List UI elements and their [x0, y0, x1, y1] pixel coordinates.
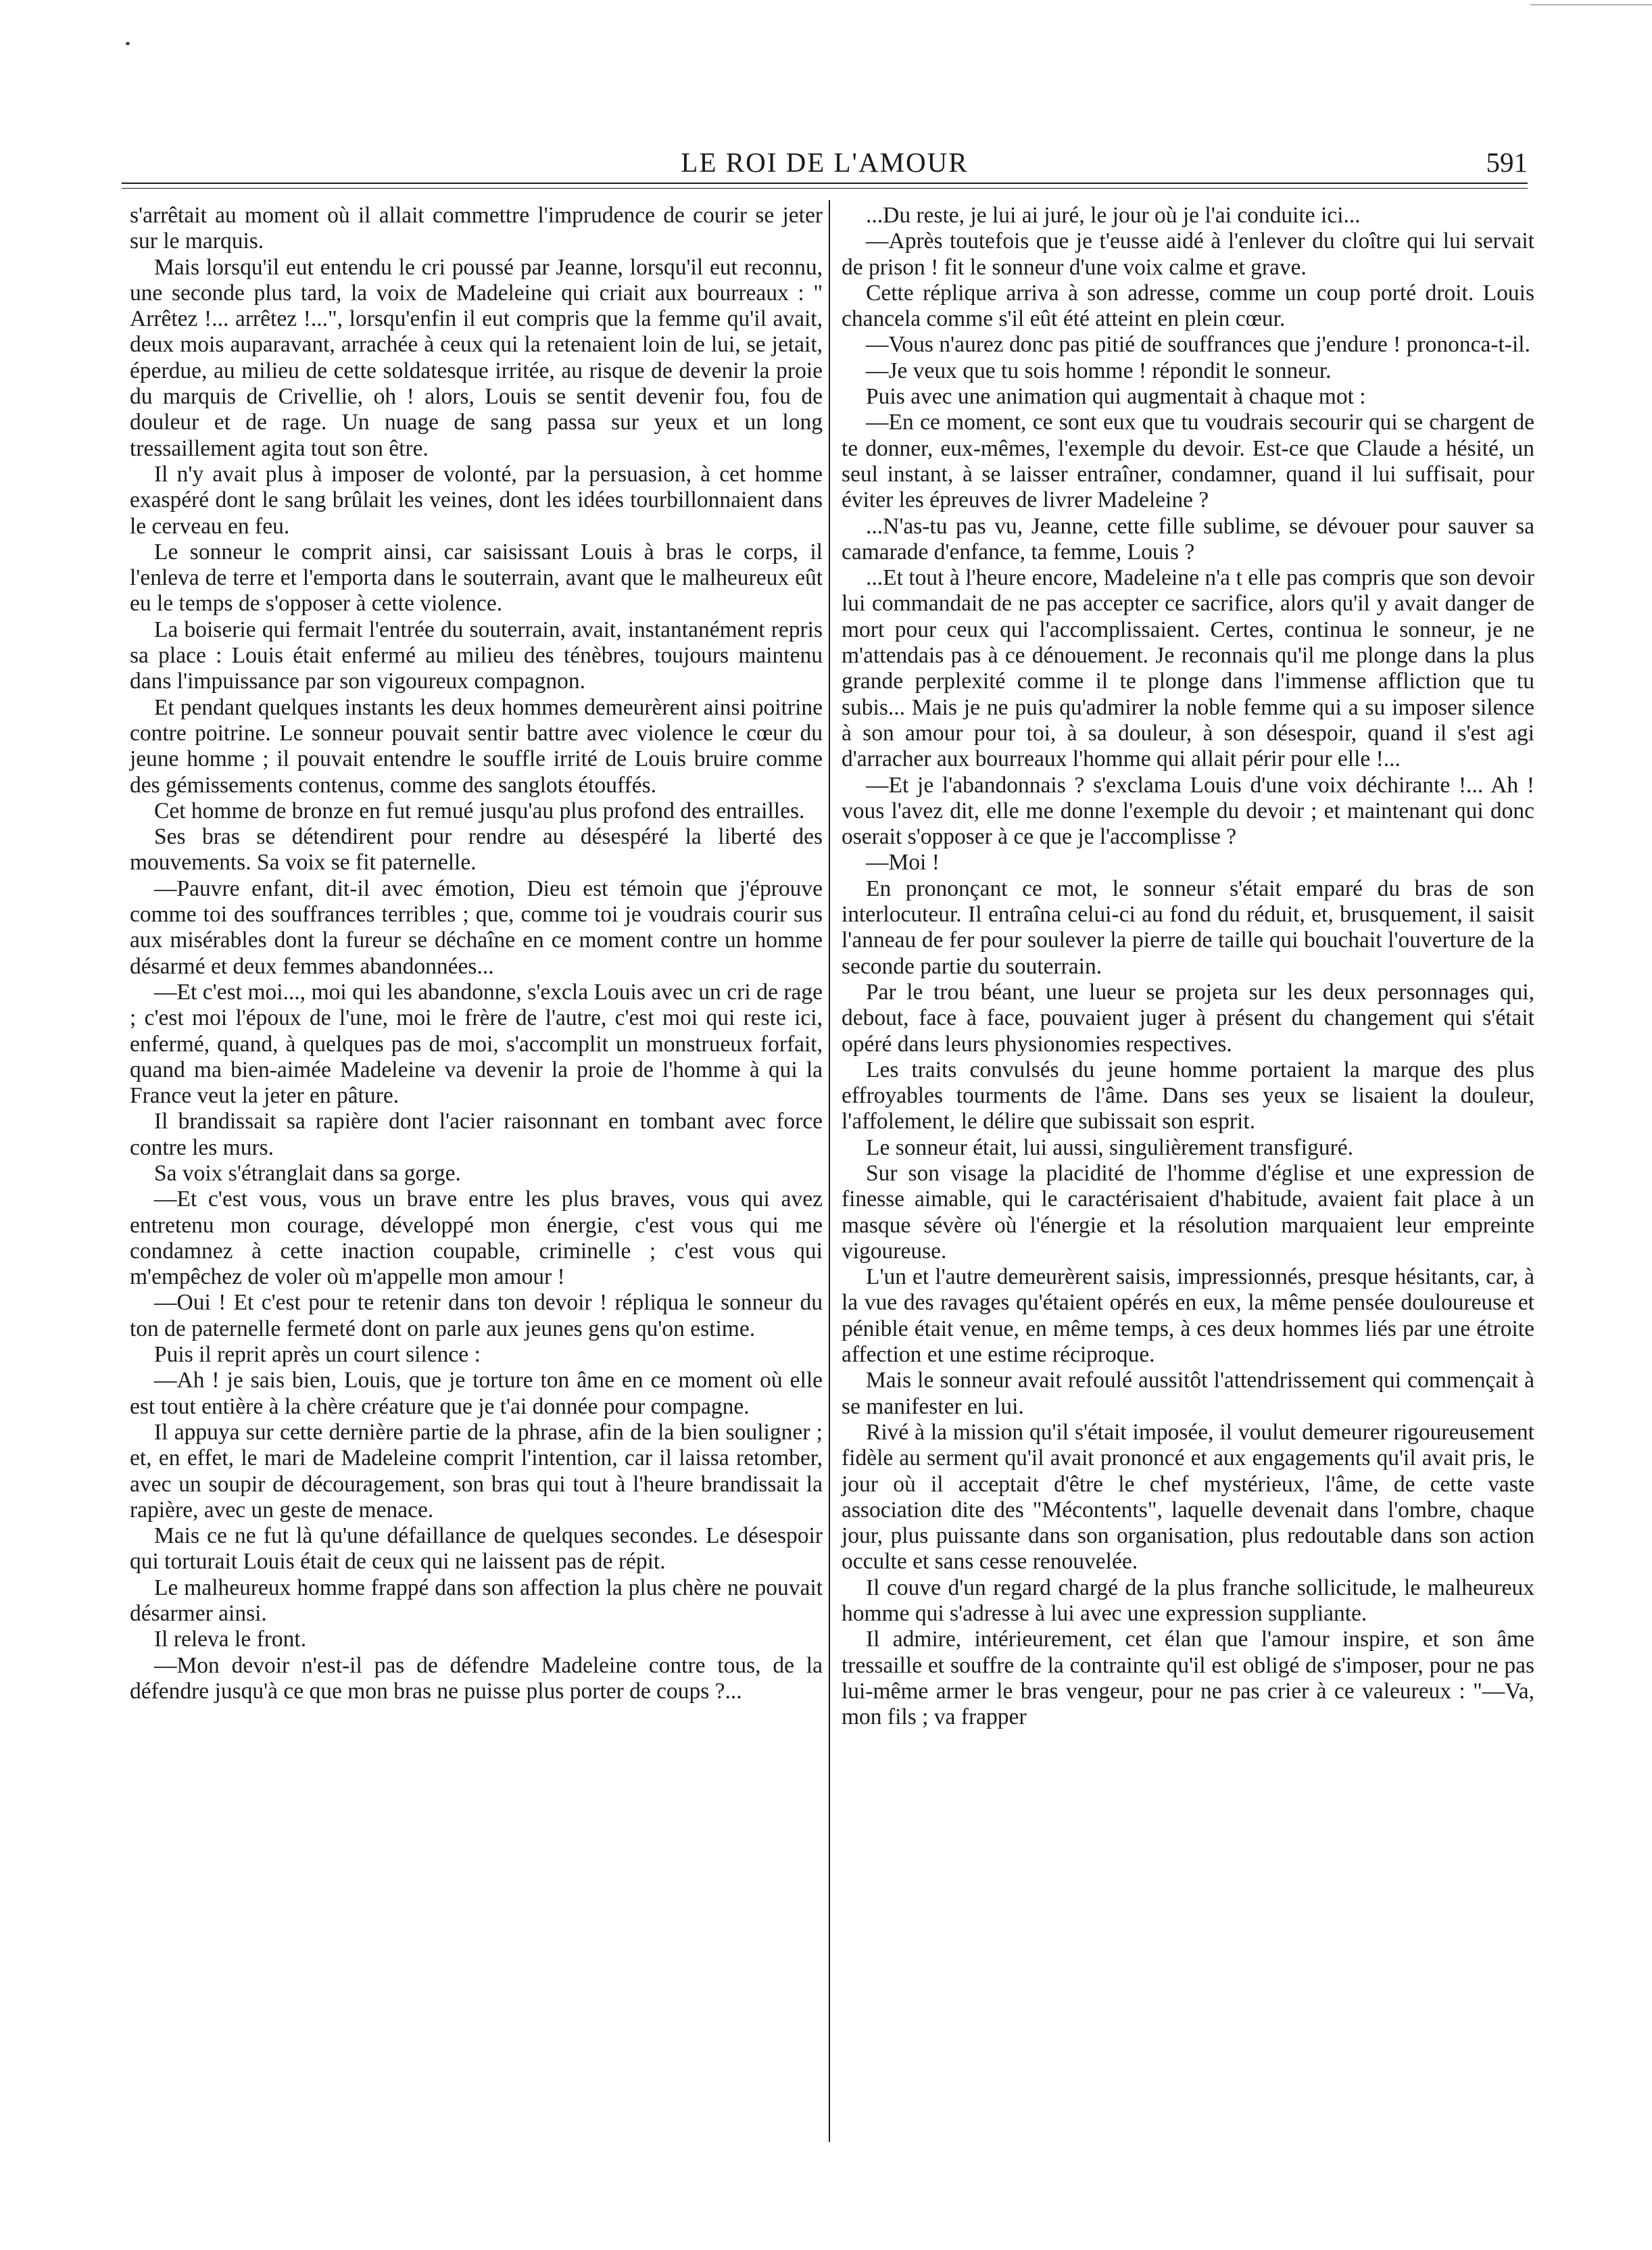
paragraph: —Mon devoir n'est-il pas de défendre Madeleine contre tous, de la défendre jusqu'à ce que mon bras ne puisse plus porter de coups ?...	[130, 1652, 823, 1704]
paragraph: —Après toutefois que je t'eusse aidé à l'enlever du cloître qui lui servait de prison ! fit le sonneur d'une voix calme et grave.	[842, 229, 1534, 280]
text-column-right	[842, 203, 1534, 1731]
paragraph: —Moi !	[866, 850, 940, 876]
paragraph: Il couve d'un regard chargé de la plus franche sollicitude, le malheureux homme qui s'adresse à lui avec une expression suppliante.	[842, 1575, 1534, 1627]
paragraph: Il appuya sur cette dernière partie de la phrase, afin de la bien souligner ; et, en effet, le mari de Madeleine comprit l'intention, car il laissa retomber, avec un soupir de découragement, son bras qui tout à l'heure brandissait la rapière, avec un geste de menace.	[130, 1419, 823, 1523]
paragraph: Sa voix s'étranglait dans sa gorge.	[154, 1160, 461, 1186]
page-header	[122, 145, 1528, 185]
paragraph: Ses bras se détendirent pour rendre au désespéré la liberté des mouvements. Sa voix se fit paternelle.	[130, 824, 823, 876]
paragraph: s'arrêtait au moment où il allait commettre l'imprudence de courir se jeter sur le marquis.	[130, 203, 823, 254]
header-rule	[122, 183, 1528, 189]
paragraph: Cet homme de bronze en fut remué jusqu'au plus profond des entrailles.	[154, 798, 805, 823]
column-divider	[829, 200, 830, 2142]
paragraph: Il releva le front.	[154, 1627, 307, 1652]
paragraph: Le sonneur le comprit ainsi, car saisissant Louis à bras le corps, il l'enleva de terre et l'emporta dans le souterrain, avant que le malheureux eût eu le temps de s'opposer à cette violence.	[130, 539, 823, 617]
paragraph: Par le trou béant, une lueur se projeta sur les deux personnages qui, debout, face à face, pouvaient juger à présent du changement qui s'était opéré dans leurs physionomies respectives.	[842, 979, 1534, 1057]
paragraph: En prononçant ce mot, le sonneur s'était emparé du bras de son interlocuteur. Il entraîna celui-ci au fond du réduit, et, brusquement, il saisit l'anneau de fer pour soulever la pierre de taille qui bouchait l'ouverture de la seconde partie du souterrain.	[842, 876, 1534, 979]
paragraph: Le malheureux homme frappé dans son affection la plus chère ne pouvait désarmer ainsi.	[130, 1575, 823, 1627]
paragraph: —Pauvre enfant, dit-il avec émotion, Dieu est témoin que j'éprouve comme toi des souffrances terribles ; que, comme toi je voudrais courir sus aux misérables dont la fureur se déchaîne en ce moment contre un homme désarmé et deux femmes abandonnées...	[130, 876, 823, 979]
paragraph: Mais lorsqu'il eut entendu le cri poussé par Jeanne, lorsqu'il eut reconnu, une seconde plus tard, la voix de Madeleine qui criait aux bourreaux : " Arrêtez !... arrêtez !...", lorsqu'enfin il eut compris que la femme qu'il avait, deux mois auparavant, arrachée à ceux qui la retenaient loin de lui, se jetait, éperdue, au milieu de cette soldatesque irritée, au risque de devenir la proie du marquis de Crivellie, oh ! alors, Louis se sentit devenir fou, fou de douleur et de rage. Un nuage de sang passa sur yeux et un long tressaillement agita tout son être.	[130, 254, 823, 461]
paragraph: L'un et l'autre demeurèrent saisis, impressionnés, presque hésitants, car, à la vue des ravages qu'étaient opérés en eux, la même pensée douloureuse et pénible était venue, en même temps, à ces deux hommes liés par une étroite affection et une estime réciproque.	[842, 1264, 1534, 1368]
paragraph: ...Et tout à l'heure encore, Madeleine n'a t elle pas compris que son devoir lui commandait de ne pas accepter ce sacrifice, alors qu'il y avait danger de mort pour ceux qui l'accomplissaient. Certes, continua le sonneur, je ne m'attendais pas à ce dénouement. Je reconnais qu'il me plonge dans la plus grande perplexité comme il te plonge dans l'immense affliction que tu subis... Mais je ne puis qu'admirer la noble femme qui a su imposer silence à son amour pour toi, à sa douleur, à son désespoir, quand il s'est agi d'arracher aux bourreaux l'homme qui allait périr pour elle !...	[842, 565, 1534, 772]
paragraph: Le sonneur était, lui aussi, singulièrement transfiguré.	[866, 1134, 1353, 1160]
paragraph: Sur son visage la placidité de l'homme d'église et une expression de finesse aimable, qui le caractérisaient d'habitude, avaient fait place à un masque sévère où l'énergie et la résolution marquaient leur empreinte vigoureuse.	[842, 1160, 1534, 1264]
paragraph: Il admire, intérieurement, cet élan que l'amour inspire, et son âme tressaille et souffre de la contrainte qu'il est obligé de s'imposer, pour ne pas lui-même armer le bras vengeur, pour ne pas crier à ce valeureux : "—Va, mon fils ; va frapper	[842, 1627, 1534, 1730]
top-edge-rule	[1530, 4, 1652, 5]
paragraph: ...Du reste, je lui ai juré, le jour où je l'ai conduite ici...	[866, 203, 1361, 228]
paragraph: —Vous n'aurez donc pas pitié de souffrances que j'endure ! prononca-t-il.	[866, 332, 1530, 358]
paragraph: Puis il reprit après un court silence :	[154, 1342, 481, 1368]
paragraph: Mais ce ne fut là qu'une défaillance de quelques secondes. Le désespoir qui torturait Louis était de ceux qui ne laissent pas de répit.	[130, 1523, 823, 1575]
paragraph: ...N'as-tu pas vu, Jeanne, cette fille sublime, se dévouer pour sauver sa camarade d'enfance, ta femme, Louis ?	[842, 513, 1534, 565]
paragraph: Et pendant quelques instants les deux hommes demeurèrent ainsi poitrine contre poitrine. Le sonneur pouvait sentir battre avec violence le cœur du jeune homme ; il pouvait entendre le souffle irrité de Louis bruire comme des gémissements contenus, comme des sanglots étouffés.	[130, 694, 823, 798]
paragraph: —Je veux que tu sois homme ! répondit le sonneur.	[866, 358, 1332, 383]
paragraph: Puis avec une animation qui augmentait à chaque mot :	[866, 384, 1366, 410]
paragraph: —En ce moment, ce sont eux que tu voudrais secourir qui se chargent de te donner, eux-mêmes, l'exemple du devoir. Est-ce que Claude a hésité, un seul instant, à se laisser entraîner, condamner, quand il lui suffisait, pour éviter les épreuves de livrer Madeleine ?	[842, 410, 1534, 513]
paragraph: —Et je l'abandonnais ? s'exclama Louis d'une voix déchirante !... Ah ! vous l'avez dit, elle me donne l'exemple du devoir ; et maintenant qui donc oserait s'opposer à ce que je l'accomplisse ?	[842, 772, 1534, 850]
paragraph: La boiserie qui fermait l'entrée du souterrain, avait, instantanément repris sa place : Louis était enfermé au milieu des ténèbres, toujours maintenu dans l'impuissance par son vigoureux compagnon.	[130, 617, 823, 694]
paragraph: Cette réplique arriva à son adresse, comme un coup porté droit. Louis chancela comme s'il eût été atteint en plein cœur.	[842, 280, 1534, 332]
paragraph: —Oui ! Et c'est pour te retenir dans ton devoir ! répliqua le sonneur du ton de paternelle fermeté dont on parle aux jeunes gens qu'on estime.	[130, 1290, 823, 1341]
text-column-left	[130, 203, 823, 1704]
paragraph: Les traits convulsés du jeune homme portaient la marque des plus effroyables tourments de l'âme. Dans ses yeux se lisaient la douleur, l'affolement, le délire que subissait son esprit.	[842, 1057, 1534, 1134]
paragraph: Mais le sonneur avait refoulé aussitôt l'attendrissement qui commençait à se manifester en lui.	[842, 1368, 1534, 1419]
paragraph: —Et c'est vous, vous un brave entre les plus braves, vous qui avez entretenu mon courage, développé mon énergie, c'est vous qui me condamnez à cette inaction coupable, criminelle ; c'est vous qui m'empêchez de voler où m'appelle mon amour !	[130, 1187, 823, 1290]
page-number: 591	[1486, 147, 1528, 178]
scan-speck	[126, 42, 130, 45]
paragraph: —Et c'est moi..., moi qui les abandonne, s'excla Louis avec un cri de rage ; c'est moi l'époux de l'une, moi le frère de l'autre, c'est moi qui reste ici, enfermé, quand, à quelques pas de moi, s'accomplit un monstrueux forfait, quand ma bien-aimée Madeleine va devenir la proie de l'homme à qui la France veut la jeter en pâture.	[130, 979, 823, 1109]
paragraph: —Ah ! je sais bien, Louis, que je torture ton âme en ce moment où elle est tout entière à la chère créature que je t'ai donnée pour compagne.	[130, 1368, 823, 1419]
paragraph: Rivé à la mission qu'il s'était imposée, il voulut demeurer rigoureusement fidèle au serment qu'il avait prononcé et aux engagements qu'il avait pris, le jour où il acceptait d'être le chef mystérieux, l'âme, de cette vaste association dite des "Mécontents", laquelle devenait dans l'ombre, chaque jour, plus puissante dans son organisation, plus redoutable dans son action occulte et sans cesse renouvelée.	[842, 1419, 1534, 1575]
paragraph: Il n'y avait plus à imposer de volonté, par la persuasion, à cet homme exaspéré dont le sang brûlait les veines, dont les idées tourbillonnaient dans le cerveau en feu.	[130, 461, 823, 539]
running-title: LE ROI DE L'AMOUR	[681, 147, 969, 178]
paragraph: Il brandissait sa rapière dont l'acier raisonnant en tombant avec force contre les murs.	[130, 1109, 823, 1160]
